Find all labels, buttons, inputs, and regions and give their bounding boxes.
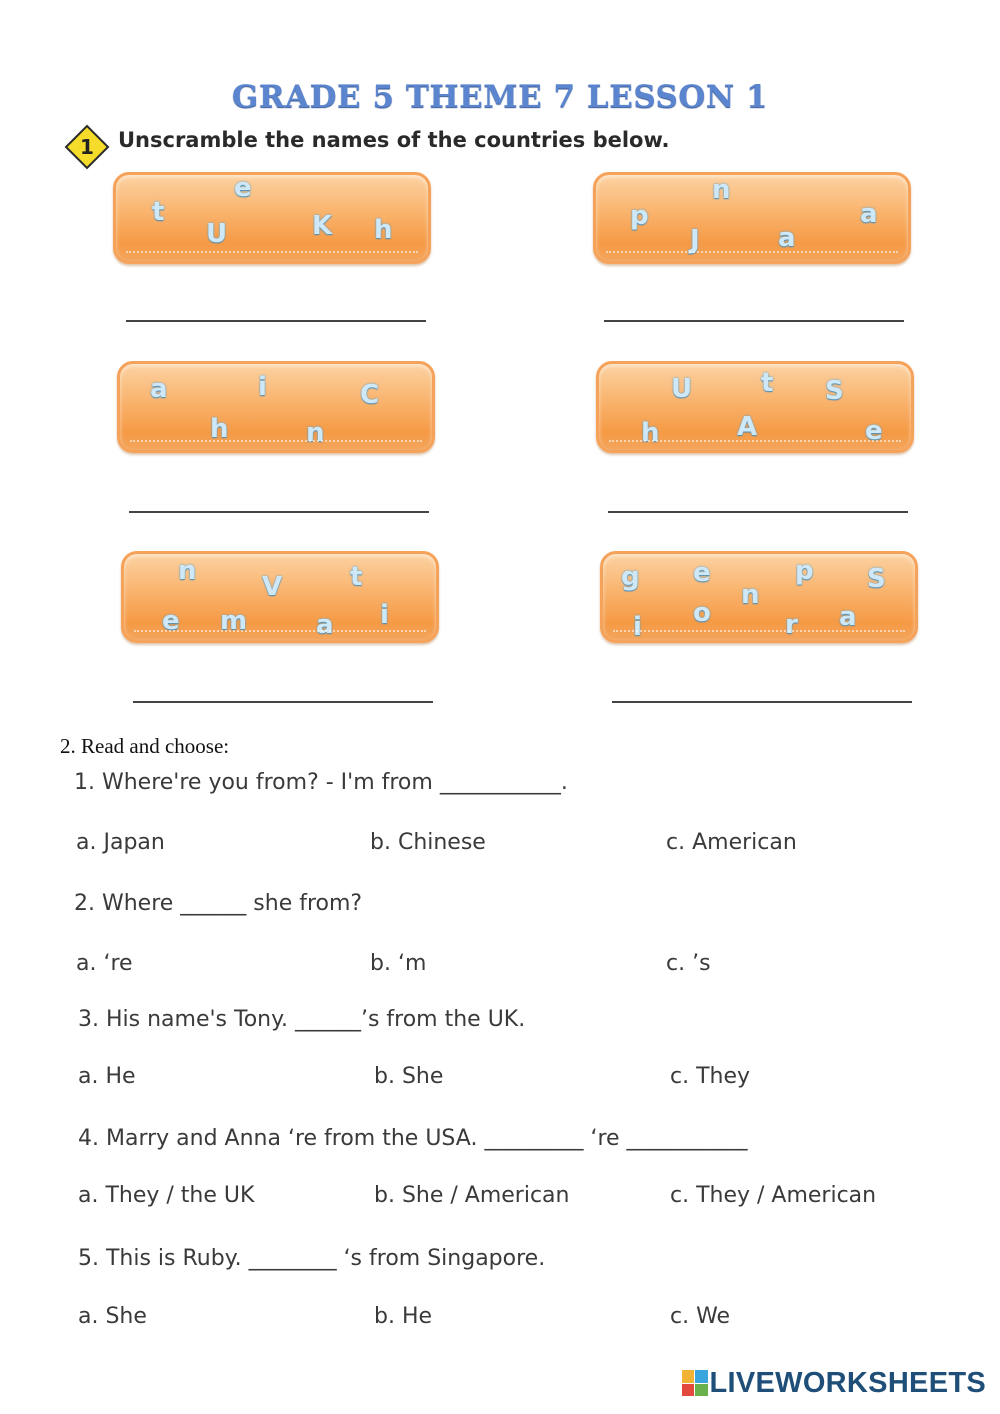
scramble-letter: a [778, 223, 796, 253]
scramble-letter: C [360, 380, 380, 410]
brand-name: LIVEWORKSHEETS [709, 1366, 986, 1399]
scramble-letter: t [350, 562, 363, 592]
scramble-letter: a [316, 610, 334, 640]
scramble-letter: U [206, 219, 228, 249]
option-5b[interactable]: b. He [374, 1304, 433, 1329]
scramble-letter: e [693, 558, 711, 588]
option-2c[interactable]: c. ’s [666, 951, 711, 976]
brand-logo [682, 1366, 987, 1400]
answer-line[interactable] [612, 701, 912, 703]
scramble-letter: a [839, 602, 857, 632]
question-2: 2. Where ______ she from? [74, 891, 363, 916]
option-1c[interactable]: c. American [666, 830, 797, 855]
question-1: 1. Where're you from? - I'm from ___________. [74, 770, 568, 795]
number-badge-icon [64, 124, 110, 170]
scramble-letter: m [220, 606, 248, 636]
scramble-letter: h [210, 414, 229, 444]
exercise-2-heading: 2. Read and choose: [60, 734, 230, 758]
scramble-box-3 [117, 361, 435, 453]
option-2a[interactable]: a. ‘re [76, 951, 133, 976]
answer-line[interactable] [604, 320, 904, 322]
scramble-letter: g [621, 562, 640, 592]
option-2b[interactable]: b. ‘m [370, 951, 427, 976]
scramble-letter: n [178, 556, 197, 586]
scramble-letter: K [312, 211, 333, 241]
scramble-letter: n [712, 175, 731, 205]
scramble-letter: a [860, 199, 878, 229]
scramble-letter: V [262, 572, 283, 602]
answer-line[interactable] [129, 511, 429, 513]
scramble-letter: o [693, 598, 711, 628]
option-3b[interactable]: b. She [374, 1064, 444, 1089]
scramble-letter: p [630, 201, 649, 231]
answer-line[interactable] [608, 511, 908, 513]
option-1b[interactable]: b. Chinese [370, 830, 486, 855]
question-3: 3. His name's Tony. ______’s from the UK. [78, 1007, 526, 1032]
question-4: 4. Marry and Anna ‘re from the USA. _________ ‘re ___________ [78, 1126, 748, 1151]
option-3c[interactable]: c. They [670, 1064, 751, 1089]
scramble-box-1 [113, 172, 431, 264]
scramble-letter: r [785, 610, 798, 640]
scramble-letter: A [737, 412, 758, 442]
answer-line[interactable] [133, 701, 433, 703]
scramble-letter: e [865, 416, 883, 446]
option-3a[interactable]: a. He [78, 1064, 136, 1089]
answer-line[interactable] [126, 320, 426, 322]
option-1a[interactable]: a. Japan [76, 830, 165, 855]
question-5: 5. This is Ruby. ________ ‘s from Singapore. [78, 1246, 546, 1271]
scramble-letter: U [671, 374, 693, 404]
scramble-letter: J [690, 225, 700, 255]
scramble-letter: S [825, 376, 844, 406]
scramble-letter: n [741, 580, 760, 610]
scramble-letter: e [234, 173, 252, 203]
option-5a[interactable]: a. She [78, 1304, 147, 1329]
scramble-letter: i [258, 372, 267, 402]
scramble-letter: p [795, 556, 814, 586]
option-5c[interactable]: c. We [670, 1304, 731, 1329]
scramble-letter: i [633, 612, 642, 642]
scramble-box-4 [596, 361, 914, 453]
scramble-box-2 [593, 172, 911, 264]
option-4a[interactable]: a. They / the UK [78, 1183, 255, 1208]
scramble-box-6 [600, 551, 918, 643]
scramble-letter: t [761, 368, 774, 398]
option-4b[interactable]: b. She / American [374, 1183, 570, 1208]
exercise-1-instruction: Unscramble the names of the countries below. [118, 128, 670, 152]
option-4c[interactable]: c. They / American [670, 1183, 877, 1208]
scramble-letter: h [641, 418, 660, 448]
scramble-letter: S [867, 564, 886, 594]
scramble-letter: n [306, 418, 325, 448]
scramble-letter: t [152, 197, 165, 227]
brand-mark-icon [682, 1370, 708, 1396]
scramble-letter: a [150, 374, 168, 404]
scramble-letter: h [374, 215, 393, 245]
scramble-box-5 [121, 551, 439, 643]
scramble-letter: e [162, 606, 180, 636]
scramble-letter: i [380, 600, 389, 630]
exercise-1-number: 1 [80, 135, 94, 159]
page-title: GRADE 5 THEME 7 LESSON 1 [231, 78, 769, 115]
